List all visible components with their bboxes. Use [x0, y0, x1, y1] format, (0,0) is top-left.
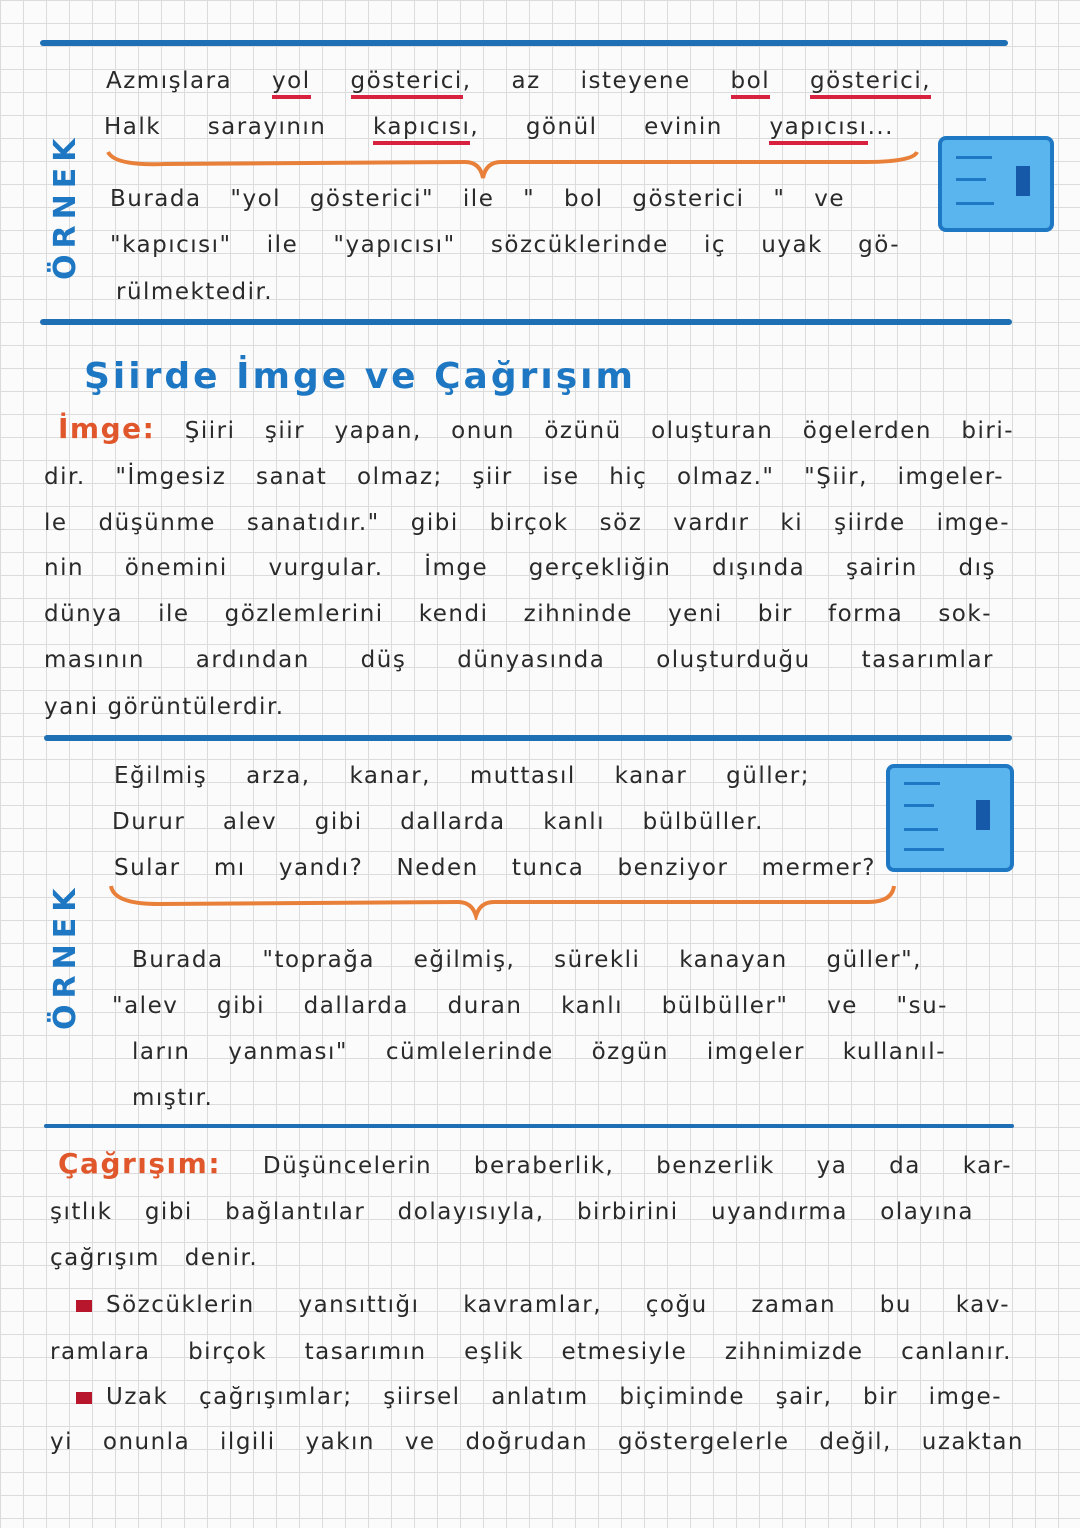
term-label: İmge: — [58, 412, 156, 445]
notebook-card-icon — [938, 136, 1054, 232]
bullet-line: yi onunla ilgili yakın ve doğrudan göstergelerle değil, uzaktan — [50, 1429, 1024, 1455]
paragraph-line: çağrışım denir. — [50, 1245, 259, 1271]
bullet-line — [76, 1290, 1010, 1320]
underlined-word: yapıcısı — [769, 114, 867, 145]
explanation-line: rülmektedir. — [116, 279, 274, 305]
term-label: Çağrışım: — [58, 1147, 222, 1180]
curly-brace — [108, 884, 898, 920]
divider — [40, 319, 1012, 325]
paragraph-line: yani görüntülerdir. — [44, 694, 285, 720]
bullet-line: ramlara birçok tasarımın eşlik etmesiyle zihnimizde canlanır. — [50, 1339, 1012, 1365]
bullet-square-icon — [76, 1392, 92, 1404]
bullet-line — [76, 1382, 1002, 1412]
example-line — [104, 112, 894, 142]
paragraph-line: le düşünme sanatıdır." gibi birçok söz vardır ki şiirde imge- — [44, 510, 1010, 536]
explanation-line: Burada "yol gösterici" ile " bol gösterici " ve — [110, 186, 845, 212]
underlined-word: gösterici, — [810, 68, 931, 99]
paragraph-line: dir. "İmgesiz sanat olmaz; şiir ise hiç olmaz." "Şiir, imgeler- — [44, 464, 1004, 490]
example-side-label: ÖRNEK — [48, 882, 83, 1030]
text: Sözcüklerin yansıttığı kavramlar, çoğu zaman bu kav- — [106, 1292, 1010, 1318]
curly-brace — [105, 150, 920, 184]
paragraph-line: masının ardından düş dünyasında oluşturduğu tasarımlar — [44, 647, 994, 673]
explanation-line: ların yanması" cümlelerinde özgün imgeler kullanıl- — [132, 1039, 946, 1065]
notebook-card-icon — [886, 764, 1014, 872]
explanation-line: "kapıcısı" ile "yapıcısı" sözcüklerinde iç uyak gö- — [110, 232, 900, 258]
text: Şiiri şiir yapan, onun özünü oluşturan ögelerden biri- — [184, 418, 1015, 444]
bullet-square-icon — [76, 1300, 92, 1312]
section-title: Şiirde İmge ve Çağrışım — [84, 356, 636, 397]
underlined-word: yol — [272, 68, 311, 99]
underlined-word: kapıcısı — [373, 114, 470, 145]
explanation-line: mıştır. — [132, 1085, 214, 1111]
poem-line: Eğilmiş arza, kanar, muttasıl kanar güller; — [114, 763, 810, 789]
text: ... — [867, 114, 894, 140]
example-line — [106, 66, 931, 96]
underlined-word: bol — [731, 68, 771, 99]
poem-line: Sular mı yandı? Neden tunca benziyor mermer? — [114, 855, 876, 881]
text: , az isteyene — [462, 68, 691, 94]
text: , gönül evinin — [470, 114, 723, 140]
paragraph-line — [58, 1149, 1012, 1179]
explanation-line: "alev gibi dallarda duran kanlı bülbüller" ve "su- — [112, 993, 948, 1019]
explanation-line: Burada "toprağa eğilmiş, sürekli kanayan güller", — [132, 947, 922, 973]
text: Azmışlara — [106, 68, 233, 94]
divider — [40, 40, 1008, 46]
text: Düşüncelerin beraberlik, benzerlik ya da kar- — [262, 1153, 1012, 1179]
paragraph-line: nin önemini vurgular. İmge gerçekliğin dışında şairin dış — [44, 555, 996, 581]
underlined-word: gösterici — [351, 68, 463, 99]
paragraph-line: şıtlık gibi bağlantılar dolayısıyla, birbirini uyandırma olayına — [50, 1199, 974, 1225]
example-side-label: ÖRNEK — [48, 132, 83, 280]
paragraph-line — [58, 414, 1014, 444]
divider — [44, 735, 1012, 741]
divider — [44, 1124, 1014, 1128]
poem-line: Durur alev gibi dallarda kanlı bülbüller. — [112, 809, 764, 835]
paragraph-line: dünya ile gözlemlerini kendi zihninde yeni bir forma sok- — [44, 601, 992, 627]
text: Halk sarayının — [104, 114, 327, 140]
text: Uzak çağrışımlar; şiirsel anlatım biçiminde şair, bir imge- — [106, 1384, 1002, 1410]
